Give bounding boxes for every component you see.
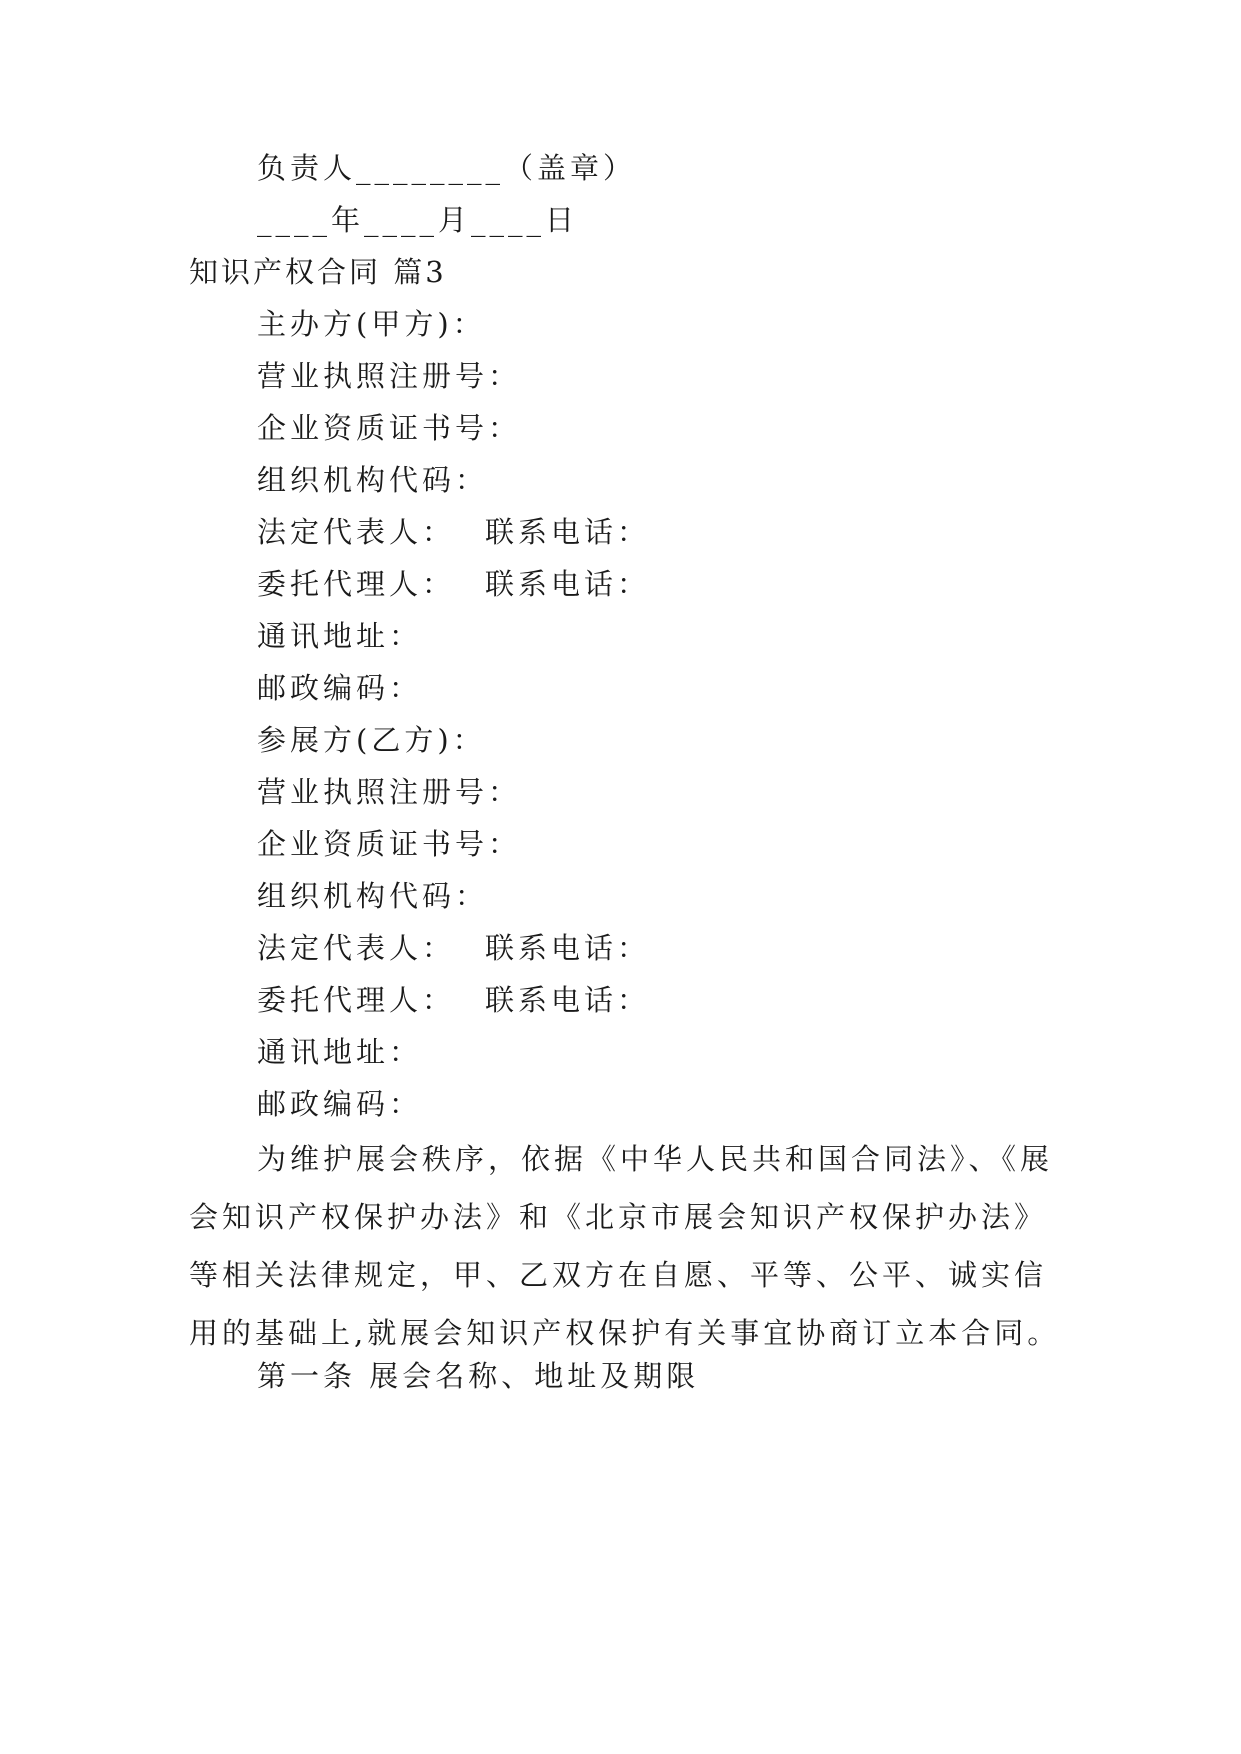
responsible-signature-line: 负责人________（盖章） — [257, 151, 637, 185]
party-b-address: 通讯地址： — [257, 1035, 423, 1069]
party-b-legal-rep: 法定代表人： — [257, 931, 456, 965]
party-a-agent: 委托代理人： — [257, 567, 456, 601]
article-1-title: 第一条 展会名称、地址及期限 — [257, 1359, 700, 1393]
party-a-agent-row — [257, 564, 650, 604]
party-a-license-no: 营业执照注册号： — [257, 359, 522, 393]
party-b-agent: 委托代理人： — [257, 983, 456, 1017]
party-b-agent-phone: 联系电话： — [485, 983, 651, 1017]
party-a-legal-rep-phone: 联系电话： — [485, 515, 651, 549]
party-b-qualification-no: 企业资质证书号： — [257, 827, 522, 861]
party-b-postcode: 邮政编码： — [257, 1087, 423, 1121]
party-a-title: 主办方(甲方)： — [257, 307, 486, 341]
party-a-qualification-no: 企业资质证书号： — [257, 411, 522, 445]
party-a-org-code: 组织机构代码： — [257, 463, 489, 497]
party-b-title: 参展方(乙方)： — [257, 723, 486, 757]
preamble-line: 会知识产权保护办法》和《北京市展会知识产权保护办法》 — [189, 1200, 1048, 1234]
party-a-postcode: 邮政编码： — [257, 671, 423, 705]
party-b-org-code: 组织机构代码： — [257, 879, 489, 913]
preamble-line: 为维护展会秩序，依据《中华人民共和国合同法》、《展 — [257, 1142, 1054, 1176]
party-b-legal-rep-phone: 联系电话： — [485, 931, 651, 965]
party-b-agent-row — [257, 980, 650, 1020]
section-title: 知识产权合同 篇3 — [189, 255, 447, 289]
party-b-legal-rep-row — [257, 928, 650, 968]
preamble-line: 等相关法律规定，甲、乙双方在自愿、平等、公平、诚实信 — [189, 1258, 1048, 1292]
party-a-legal-rep-row — [257, 512, 650, 552]
preamble-paragraph — [189, 1130, 1069, 1362]
party-a-address: 通讯地址： — [257, 619, 423, 653]
signature-date-line: ____年____月____日 — [257, 203, 579, 237]
party-a-legal-rep: 法定代表人： — [257, 515, 456, 549]
preamble-line: 用的基础上,就展会知识产权保护有关事宜协商订立本合同。 — [189, 1316, 1061, 1350]
party-a-agent-phone: 联系电话： — [485, 567, 651, 601]
party-b-license-no: 营业执照注册号： — [257, 775, 522, 809]
